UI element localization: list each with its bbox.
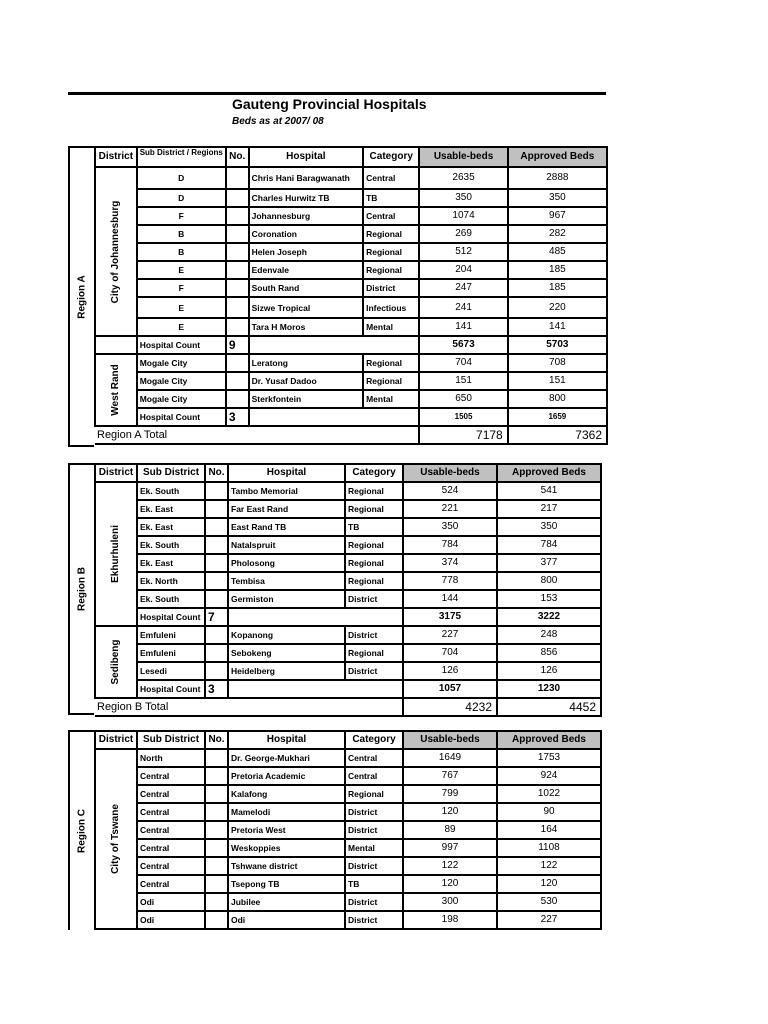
region-total-approved: 7362 — [508, 426, 607, 444]
hospital-count-label: Hospital Count — [137, 408, 226, 426]
no-cell — [226, 354, 249, 372]
header-row — [95, 147, 607, 167]
hospital-name-cell: Natalspruit — [228, 536, 345, 554]
no-cell — [205, 803, 228, 821]
usable-beds-cell: 512 — [419, 243, 507, 261]
hospital-name-cell: Dr. George-Mukhari — [228, 749, 345, 767]
hospital-name-cell: Tara H Moros — [249, 318, 363, 336]
sub-district-cell: Central — [137, 767, 205, 785]
table-row — [95, 536, 601, 554]
region-total-label: Region B Total — [95, 698, 403, 716]
region-a-table — [94, 146, 608, 445]
category-cell: Infectious — [363, 297, 419, 318]
sub-district-cell: D — [137, 189, 226, 207]
sub-district-cell: E — [137, 261, 226, 279]
district-blank-cell — [95, 336, 137, 354]
no-cell — [205, 626, 228, 644]
header-row — [95, 731, 601, 749]
no-header: No. — [205, 464, 228, 482]
table-row — [95, 749, 601, 767]
category-cell: TB — [345, 518, 403, 536]
category-cell: District — [345, 893, 403, 911]
usable-beds-cell: 269 — [419, 225, 507, 243]
table-row — [95, 390, 607, 408]
category-cell: District — [345, 803, 403, 821]
hospital-count-label: Hospital Count — [137, 608, 205, 626]
usable-beds-header: Usable-beds — [403, 731, 497, 749]
hospital-count-value: 3 — [226, 408, 249, 426]
region-a-label: Region A — [68, 146, 94, 447]
usable-beds-cell: 767 — [403, 767, 497, 785]
hospital-count-row — [95, 408, 607, 426]
table-row — [95, 662, 601, 680]
approved-beds-cell: 530 — [497, 893, 601, 911]
sub-district-cell: Central — [137, 857, 205, 875]
usable-beds-subtotal: 1057 — [403, 680, 497, 698]
hospital-header: Hospital — [228, 731, 345, 749]
usable-beds-cell: 122 — [403, 857, 497, 875]
approved-beds-cell: 708 — [508, 354, 607, 372]
sub-district-cell: E — [137, 297, 226, 318]
table-row — [95, 518, 601, 536]
usable-beds-cell: 524 — [403, 482, 497, 500]
region-total-approved: 4452 — [497, 698, 601, 716]
hospital-name-cell: Kalafong — [228, 785, 345, 803]
table-row — [95, 893, 601, 911]
approved-beds-cell: 856 — [497, 644, 601, 662]
hospital-name-cell: Johannesburg — [249, 207, 363, 225]
approved-beds-cell: 2888 — [508, 167, 607, 189]
sub-district-cell: B — [137, 225, 226, 243]
approved-beds-cell: 151 — [508, 372, 607, 390]
title-rule — [68, 92, 606, 95]
hospital-name-cell: Tembisa — [228, 572, 345, 590]
hospital-count-row — [95, 336, 607, 354]
hospital-count-row — [95, 608, 601, 626]
district-label: City of Johannesburg — [95, 167, 137, 336]
sub-district-cell: Ek. East — [137, 500, 205, 518]
no-cell — [205, 590, 228, 608]
region-c-table — [94, 730, 602, 930]
category-header: Category — [345, 731, 403, 749]
table-row — [95, 167, 607, 189]
usable-beds-cell: 778 — [403, 572, 497, 590]
category-cell: District — [345, 590, 403, 608]
sub-district-cell: Mogale City — [137, 390, 226, 408]
usable-beds-cell: 650 — [419, 390, 507, 408]
hospital-name-cell: South Rand — [249, 279, 363, 297]
sub-district-header: Sub District — [137, 731, 205, 749]
approved-beds-subtotal: 1230 — [497, 680, 601, 698]
hospital-name-cell: Sterkfontein — [249, 390, 363, 408]
usable-beds-cell: 704 — [403, 644, 497, 662]
hospital-name-cell: Sebokeng — [228, 644, 345, 662]
approved-beds-cell: 122 — [497, 857, 601, 875]
table-row — [95, 857, 601, 875]
region-b-label: Region B — [68, 463, 94, 715]
approved-beds-cell: 485 — [508, 243, 607, 261]
sub-district-cell: Ek. North — [137, 572, 205, 590]
no-cell — [205, 536, 228, 554]
table-row — [95, 297, 607, 318]
usable-beds-cell: 1074 — [419, 207, 507, 225]
approved-beds-header: Approved Beds — [508, 147, 607, 167]
usable-beds-cell: 704 — [419, 354, 507, 372]
table-row — [95, 839, 601, 857]
sub-district-cell: North — [137, 749, 205, 767]
region-total-row — [95, 426, 607, 444]
table-row — [95, 354, 607, 372]
category-cell: Central — [345, 767, 403, 785]
no-cell — [226, 225, 249, 243]
sub-district-cell: D — [137, 167, 226, 189]
sub-district-cell: Central — [137, 803, 205, 821]
approved-beds-subtotal: 3222 — [497, 608, 601, 626]
approved-beds-cell: 220 — [508, 297, 607, 318]
category-cell: Regional — [345, 500, 403, 518]
no-cell — [205, 821, 228, 839]
category-cell: District — [345, 821, 403, 839]
table-row — [95, 554, 601, 572]
sub-district-cell: Emfuleni — [137, 644, 205, 662]
hospital-name-cell: East Rand TB — [228, 518, 345, 536]
no-cell — [226, 318, 249, 336]
no-cell — [205, 785, 228, 803]
usable-beds-cell: 374 — [403, 554, 497, 572]
category-cell: Regional — [345, 572, 403, 590]
no-cell — [205, 500, 228, 518]
usable-beds-cell: 141 — [419, 318, 507, 336]
usable-beds-cell: 300 — [403, 893, 497, 911]
usable-beds-cell: 997 — [403, 839, 497, 857]
page-title: Gauteng Provincial Hospitals — [232, 96, 427, 112]
usable-beds-cell: 120 — [403, 875, 497, 893]
approved-beds-cell: 350 — [497, 518, 601, 536]
sub-district-cell: B — [137, 243, 226, 261]
category-cell: Mental — [363, 318, 419, 336]
count-blank-cell — [228, 680, 403, 698]
no-cell — [205, 518, 228, 536]
no-cell — [226, 390, 249, 408]
hospital-count-value: 9 — [226, 336, 249, 354]
region-total-label: Region A Total — [95, 426, 419, 444]
usable-beds-cell: 247 — [419, 279, 507, 297]
hospital-name-cell: Pretoria Academic — [228, 767, 345, 785]
usable-beds-cell: 151 — [419, 372, 507, 390]
hospital-name-cell: Weskoppies — [228, 839, 345, 857]
approved-beds-cell: 153 — [497, 590, 601, 608]
hospital-name-cell: Tshwane district — [228, 857, 345, 875]
sub-district-header: Sub District / Regions — [137, 147, 226, 167]
category-cell: Central — [363, 167, 419, 189]
hospital-name-cell: Germiston — [228, 590, 345, 608]
approved-beds-header: Approved Beds — [497, 731, 601, 749]
no-cell — [226, 167, 249, 189]
region-total-row — [95, 698, 601, 716]
no-cell — [226, 372, 249, 390]
usable-beds-cell: 1649 — [403, 749, 497, 767]
category-cell: TB — [345, 875, 403, 893]
no-cell — [226, 189, 249, 207]
district-label: West Rand — [95, 354, 137, 426]
table-row — [95, 821, 601, 839]
approved-beds-cell: 227 — [497, 911, 601, 929]
hospital-name-cell: Pretoria West — [228, 821, 345, 839]
hospital-count-value: 3 — [205, 680, 228, 698]
hospital-header: Hospital — [249, 147, 363, 167]
approved-beds-cell: 377 — [497, 554, 601, 572]
table-row — [95, 318, 607, 336]
category-cell: Regional — [345, 644, 403, 662]
table-row — [95, 500, 601, 518]
approved-beds-subtotal: 5703 — [508, 336, 607, 354]
table-row — [95, 644, 601, 662]
region-c-label: Region C — [68, 730, 94, 930]
category-cell: Regional — [345, 536, 403, 554]
category-cell: Regional — [363, 243, 419, 261]
table-row — [95, 261, 607, 279]
no-header: No. — [205, 731, 228, 749]
sub-district-cell: F — [137, 279, 226, 297]
hospital-name-cell: Helen Joseph — [249, 243, 363, 261]
no-cell — [205, 911, 228, 929]
table-row — [95, 875, 601, 893]
sub-district-cell: Ek. East — [137, 554, 205, 572]
usable-beds-cell: 120 — [403, 803, 497, 821]
no-cell — [226, 207, 249, 225]
category-cell: Central — [363, 207, 419, 225]
hospital-name-cell: Odi — [228, 911, 345, 929]
count-blank-cell — [249, 408, 420, 426]
no-cell — [205, 554, 228, 572]
table-row — [95, 626, 601, 644]
hospital-name-cell: Mamelodi — [228, 803, 345, 821]
sub-district-cell: Central — [137, 821, 205, 839]
category-cell: Regional — [363, 225, 419, 243]
hospital-header: Hospital — [228, 464, 345, 482]
sub-district-cell: Ek. South — [137, 482, 205, 500]
approved-beds-cell: 967 — [508, 207, 607, 225]
approved-beds-cell: 800 — [497, 572, 601, 590]
sub-district-cell: Central — [137, 875, 205, 893]
no-cell — [205, 482, 228, 500]
page-subtitle: Beds as at 2007/ 08 — [232, 116, 324, 127]
category-header: Category — [345, 464, 403, 482]
district-header: District — [95, 731, 137, 749]
approved-beds-cell: 126 — [497, 662, 601, 680]
district-label: City of Tswane — [95, 749, 137, 929]
no-cell — [226, 297, 249, 318]
count-blank-cell — [249, 336, 420, 354]
table-row — [95, 482, 601, 500]
hospital-name-cell: Edenvale — [249, 261, 363, 279]
usable-beds-subtotal: 1505 — [419, 408, 507, 426]
usable-beds-cell: 241 — [419, 297, 507, 318]
approved-beds-cell: 217 — [497, 500, 601, 518]
count-blank-cell — [228, 608, 403, 626]
table-row — [95, 243, 607, 261]
no-cell — [205, 875, 228, 893]
no-cell — [205, 839, 228, 857]
table-row — [95, 372, 607, 390]
hospital-name-cell: Sizwe Tropical — [249, 297, 363, 318]
table-row — [95, 207, 607, 225]
no-cell — [205, 572, 228, 590]
sub-district-cell: F — [137, 207, 226, 225]
sub-district-cell: E — [137, 318, 226, 336]
no-cell — [226, 279, 249, 297]
hospital-count-value: 7 — [205, 608, 228, 626]
no-cell — [205, 662, 228, 680]
category-cell: District — [363, 279, 419, 297]
no-cell — [226, 243, 249, 261]
approved-beds-cell: 90 — [497, 803, 601, 821]
hospital-name-cell: Charles Hurwitz TB — [249, 189, 363, 207]
district-header: District — [95, 464, 137, 482]
sub-district-cell: Lesedi — [137, 662, 205, 680]
category-cell: Mental — [345, 839, 403, 857]
district-label: Ekhurhuleni — [95, 482, 137, 626]
category-cell: District — [345, 662, 403, 680]
category-cell: District — [345, 857, 403, 875]
hospital-name-cell: Dr. Yusaf Dadoo — [249, 372, 363, 390]
usable-beds-cell: 799 — [403, 785, 497, 803]
category-header: Category — [363, 147, 419, 167]
category-cell: District — [345, 911, 403, 929]
hospital-name-cell: Tambo Memorial — [228, 482, 345, 500]
hospital-name-cell: Coronation — [249, 225, 363, 243]
hospital-name-cell: Kopanong — [228, 626, 345, 644]
usable-beds-cell: 350 — [403, 518, 497, 536]
header-row — [95, 464, 601, 482]
category-cell: Regional — [363, 372, 419, 390]
hospital-count-label: Hospital Count — [137, 680, 205, 698]
sub-district-cell: Ek. East — [137, 518, 205, 536]
hospital-name-cell: Jubilee — [228, 893, 345, 911]
usable-beds-header: Usable-beds — [403, 464, 497, 482]
approved-beds-cell: 141 — [508, 318, 607, 336]
approved-beds-cell: 185 — [508, 279, 607, 297]
no-cell — [226, 261, 249, 279]
approved-beds-header: Approved Beds — [497, 464, 601, 482]
sub-district-cell: Emfuleni — [137, 626, 205, 644]
approved-beds-cell: 282 — [508, 225, 607, 243]
no-cell — [205, 749, 228, 767]
hospital-name-cell: Far East Rand — [228, 500, 345, 518]
sub-district-cell: Odi — [137, 911, 205, 929]
usable-beds-cell: 227 — [403, 626, 497, 644]
approved-beds-cell: 541 — [497, 482, 601, 500]
hospital-count-row — [95, 680, 601, 698]
sub-district-cell: Mogale City — [137, 372, 226, 390]
region-total-usable: 7178 — [419, 426, 507, 444]
region-total-usable: 4232 — [403, 698, 497, 716]
category-cell: Regional — [345, 785, 403, 803]
table-row — [95, 225, 607, 243]
usable-beds-cell: 2635 — [419, 167, 507, 189]
no-cell — [205, 857, 228, 875]
district-label: Sedibeng — [95, 626, 137, 698]
sub-district-cell: Central — [137, 785, 205, 803]
usable-beds-subtotal: 3175 — [403, 608, 497, 626]
hospital-name-cell: Leratong — [249, 354, 363, 372]
sub-district-cell: Mogale City — [137, 354, 226, 372]
approved-beds-cell: 1753 — [497, 749, 601, 767]
no-cell — [205, 767, 228, 785]
category-cell: TB — [363, 189, 419, 207]
usable-beds-cell: 350 — [419, 189, 507, 207]
approved-beds-cell: 1108 — [497, 839, 601, 857]
table-row — [95, 590, 601, 608]
usable-beds-cell: 204 — [419, 261, 507, 279]
usable-beds-cell: 784 — [403, 536, 497, 554]
no-cell — [205, 893, 228, 911]
approved-beds-cell: 248 — [497, 626, 601, 644]
table-row — [95, 785, 601, 803]
approved-beds-cell: 350 — [508, 189, 607, 207]
approved-beds-cell: 800 — [508, 390, 607, 408]
hospital-name-cell: Heidelberg — [228, 662, 345, 680]
category-cell: Regional — [345, 554, 403, 572]
district-header: District — [95, 147, 137, 167]
sub-district-cell: Central — [137, 839, 205, 857]
table-row — [95, 189, 607, 207]
category-cell: Mental — [363, 390, 419, 408]
approved-beds-cell: 120 — [497, 875, 601, 893]
usable-beds-cell: 144 — [403, 590, 497, 608]
category-cell: Regional — [363, 354, 419, 372]
hospital-name-cell: Tsepong TB — [228, 875, 345, 893]
usable-beds-header: Usable-beds — [419, 147, 507, 167]
no-cell — [205, 644, 228, 662]
usable-beds-cell: 221 — [403, 500, 497, 518]
region-b-table — [94, 463, 602, 717]
sub-district-cell: Ek. South — [137, 590, 205, 608]
approved-beds-cell: 784 — [497, 536, 601, 554]
table-row — [95, 572, 601, 590]
category-cell: Regional — [345, 482, 403, 500]
approved-beds-cell: 164 — [497, 821, 601, 839]
hospital-count-label: Hospital Count — [137, 336, 226, 354]
usable-beds-cell: 126 — [403, 662, 497, 680]
hospital-name-cell: Chris Hani Baragwanath — [249, 167, 363, 189]
table-row — [95, 767, 601, 785]
table-row — [95, 911, 601, 929]
usable-beds-cell: 89 — [403, 821, 497, 839]
category-cell: Central — [345, 749, 403, 767]
approved-beds-cell: 1022 — [497, 785, 601, 803]
hospital-name-cell: Pholosong — [228, 554, 345, 572]
approved-beds-subtotal: 1659 — [508, 408, 607, 426]
sub-district-header: Sub District — [137, 464, 205, 482]
approved-beds-cell: 924 — [497, 767, 601, 785]
sub-district-cell: Odi — [137, 893, 205, 911]
approved-beds-cell: 185 — [508, 261, 607, 279]
usable-beds-cell: 198 — [403, 911, 497, 929]
category-cell: District — [345, 626, 403, 644]
table-row — [95, 803, 601, 821]
no-header: No. — [226, 147, 249, 167]
table-row — [95, 279, 607, 297]
usable-beds-subtotal: 5673 — [419, 336, 507, 354]
category-cell: Regional — [363, 261, 419, 279]
sub-district-cell: Ek. South — [137, 536, 205, 554]
